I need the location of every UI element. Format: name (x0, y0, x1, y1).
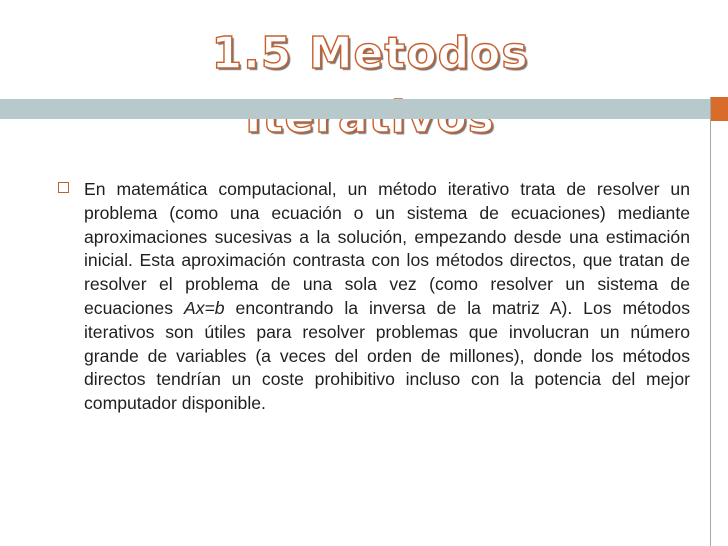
vertical-divider (710, 97, 711, 546)
hollow-square-icon (58, 182, 69, 193)
bullet-text (84, 178, 690, 416)
title-rule-bar (0, 99, 710, 119)
slide-title: 1.5 Metodos (211, 28, 529, 79)
body-text-end: encontrando la inversa de la matriz A). Los métodos iterativos son útiles para resolver problemas que involucran un número grande de variables (a veces del orden de millones), donde los métodos directos tendrían un coste prohibitivo incluso con la potencia del mejor computador disponible. (84, 297, 690, 414)
body-text-start: En matemática computacional, un método iterativo trata de resolver un problema (como una ecuación o un sistema de ecuaciones) mediante aproximaciones sucesivas a la solución, empezando desde una estimación inicial. Esta aproximación contrasta con los métodos directos, que tratan de resolver el problema de una sola vez (como resolver un sistema de ecuaciones (84, 179, 690, 318)
formula: Ax=b (183, 297, 225, 318)
bullet-item (58, 178, 690, 416)
title-rule-accent (710, 97, 728, 121)
